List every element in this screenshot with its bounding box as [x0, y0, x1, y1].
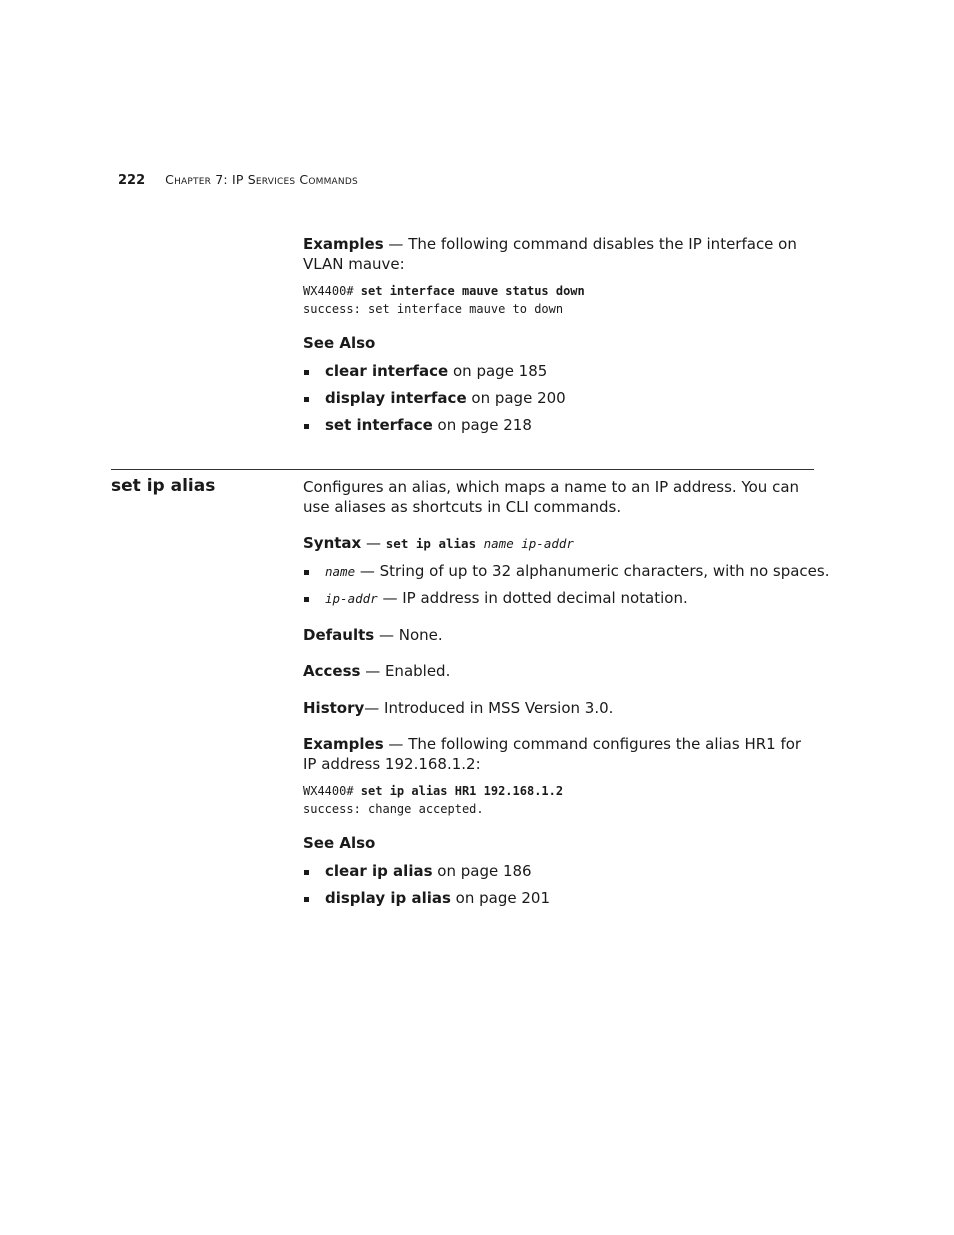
bullet-icon [304, 370, 309, 375]
bullet-icon [304, 597, 309, 602]
top-see-also-link-set-interface[interactable]: set interface [325, 416, 433, 434]
param-name: ip-addr [325, 591, 378, 606]
top-see-also-ref: on page 200 [466, 389, 566, 407]
param-name: name [325, 564, 356, 579]
top-see-also-link-clear-interface[interactable]: clear interface [325, 362, 449, 380]
top-examples-text: — The following command disables the IP interface on VLAN mauve: [303, 235, 797, 273]
syntax-line [303, 533, 815, 554]
page-number: 222 [118, 173, 146, 188]
top-code-command: set interface mauve status down [360, 284, 585, 298]
top-see-also-ref: on page 218 [432, 416, 532, 434]
section-examples-text: — The following command configures the alias HR1 for IP address 192.168.1.2: [303, 735, 802, 773]
section-code-block [303, 782, 815, 818]
syntax-command: set ip alias [385, 536, 477, 551]
bullet-icon [304, 570, 309, 575]
access-line [303, 661, 815, 681]
top-see-also-heading: See Also [303, 334, 376, 352]
section-code-prompt: WX4400# [303, 784, 361, 798]
chapter-title: Chapter 7: IP Services Commands [165, 172, 358, 187]
section-code-command: set ip alias HR1 192.168.1.2 [360, 784, 564, 798]
see-also-link-display-ip-alias[interactable]: display ip alias [325, 889, 451, 907]
top-see-also-ref: on page 185 [448, 362, 548, 380]
syntax-dash: — [361, 534, 386, 552]
section-examples-paragraph [303, 734, 815, 774]
history-label: History [303, 699, 365, 717]
top-see-also-link-display-interface[interactable]: display interface [325, 389, 467, 407]
section-code-line-1 [303, 782, 815, 800]
bullet-icon [304, 897, 309, 902]
section-see-also-ref: on page 186 [432, 862, 532, 880]
history-line [303, 698, 815, 718]
top-code-line-1 [303, 282, 815, 300]
top-examples-label: Examples [303, 235, 384, 253]
param-desc: — IP address in dotted decimal notation. [377, 589, 688, 607]
access-label: Access [303, 662, 361, 680]
defaults-text: — None. [374, 626, 443, 644]
bullet-icon [304, 397, 309, 402]
syntax-label: Syntax [303, 534, 362, 552]
defaults-label: Defaults [303, 626, 375, 644]
top-examples-paragraph [303, 234, 815, 274]
top-code-block [303, 282, 815, 318]
see-also-link-clear-ip-alias[interactable]: clear ip alias [325, 862, 433, 880]
top-code-output: success: set interface mauve to down [303, 302, 564, 316]
param-desc: — String of up to 32 alphanumeric characters, with no spaces. [355, 562, 830, 580]
section-examples-label: Examples [303, 735, 384, 753]
section-title: set ip alias [111, 476, 216, 496]
syntax-args: name ip-addr [476, 536, 574, 551]
access-text: — Enabled. [360, 662, 451, 680]
section-divider [111, 469, 814, 470]
defaults-line [303, 625, 815, 645]
top-code-prompt: WX4400# [303, 284, 361, 298]
section-see-also-ref: on page 201 [450, 889, 550, 907]
bullet-icon [304, 870, 309, 875]
section-see-also-heading: See Also [303, 834, 376, 852]
running-header [118, 172, 358, 188]
history-text: — Introduced in MSS Version 3.0. [364, 699, 614, 717]
bullet-icon [304, 424, 309, 429]
section-code-output: success: change accepted. [303, 802, 484, 816]
section-description: Configures an alias, which maps a name to an IP address. You can use aliases as shortcuts in CLI commands. [303, 478, 800, 516]
